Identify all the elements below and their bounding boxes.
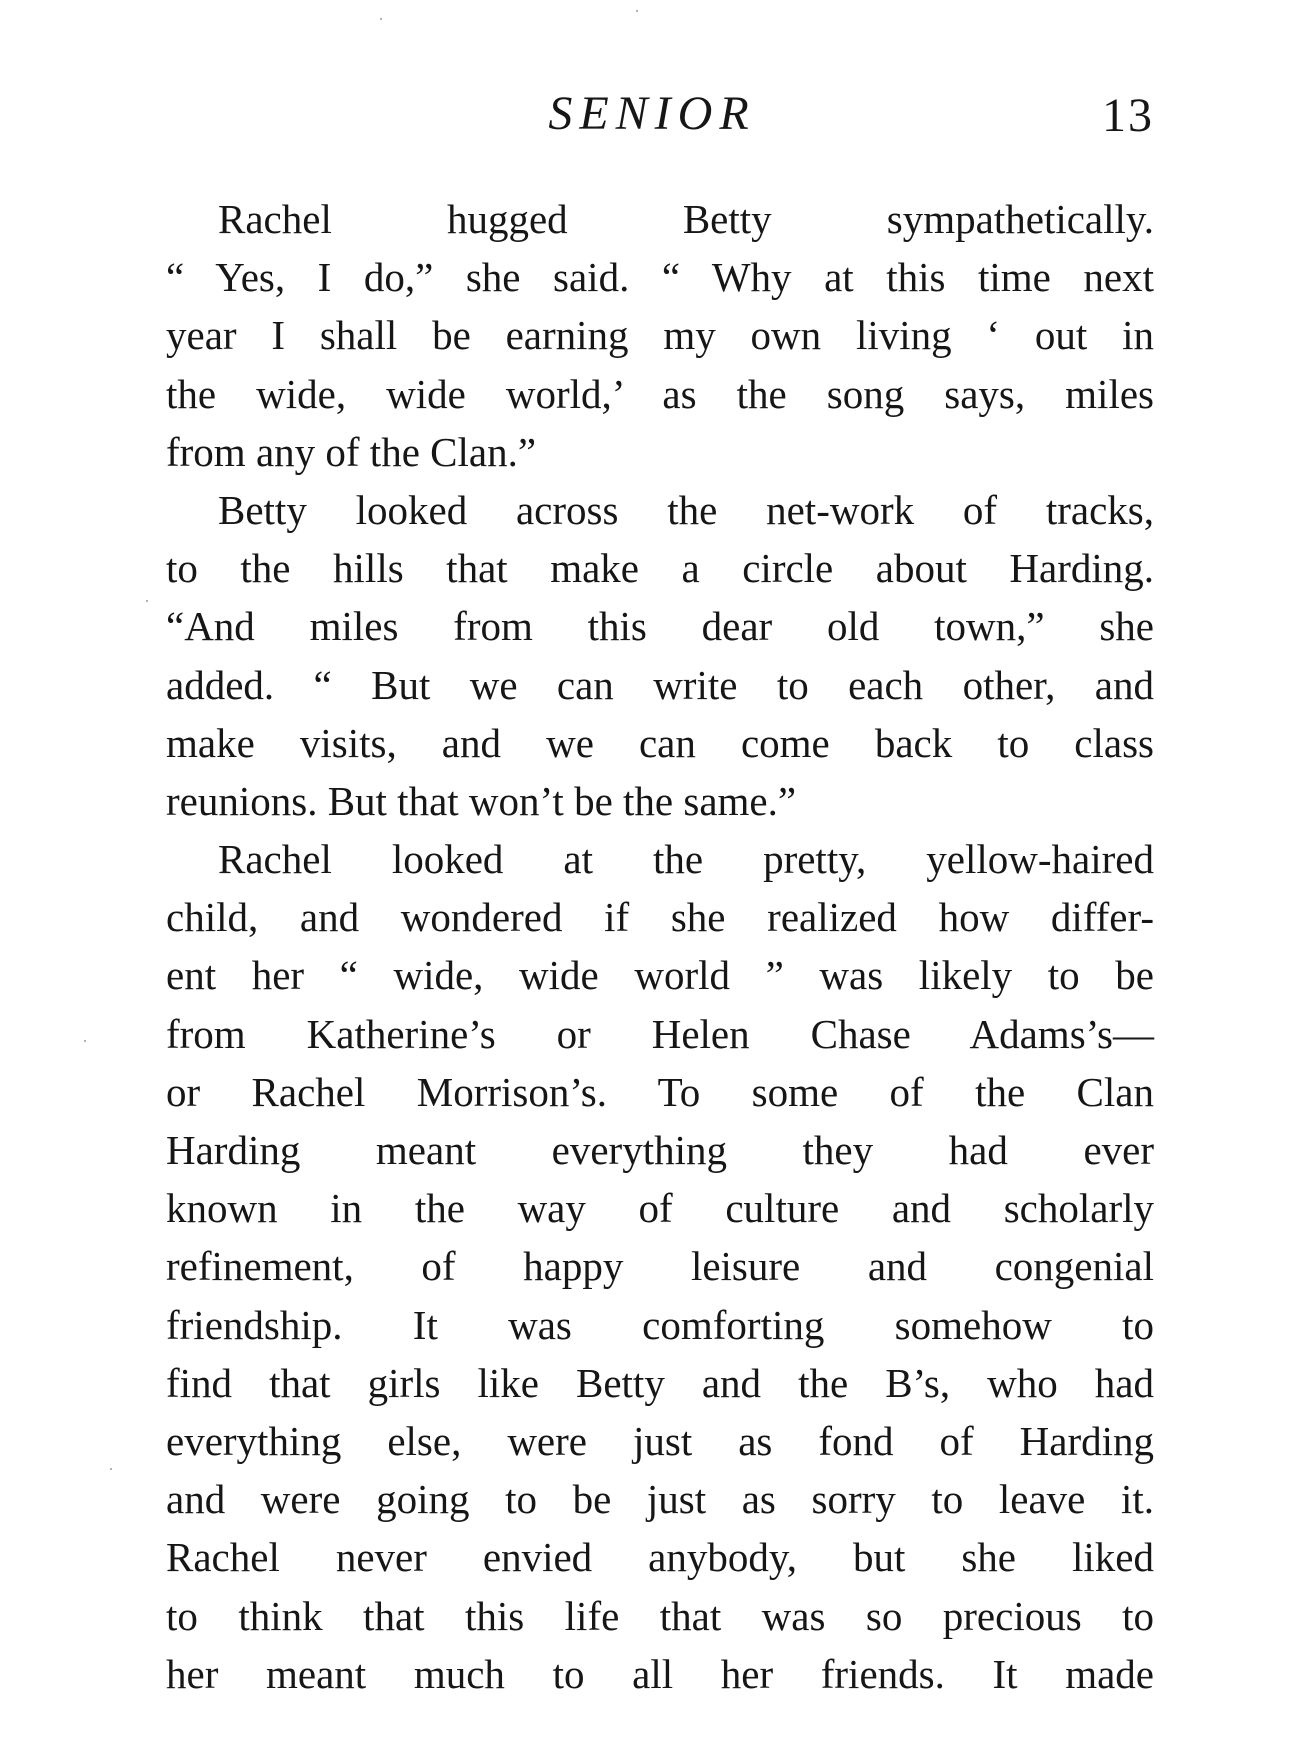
text-line: to think that this life that was so precious to (166, 1592, 1154, 1639)
paragraph-1 (166, 190, 1154, 481)
text-line: the wide, wide world,’ as the song says, miles (166, 370, 1154, 417)
text-line: from Katherine’s or Helen Chase Adams’s— (166, 1010, 1154, 1057)
text-line: Betty looked across the net-work of tracks, (218, 486, 1154, 533)
text-line: Rachel hugged Betty sympathetically. (218, 196, 1154, 242)
paragraph-3 (166, 830, 1154, 1703)
text-line: Rachel never envied anybody, but she liked (166, 1534, 1154, 1581)
text-line: added. “ But we can write to each other, and (166, 661, 1154, 708)
text-line: Rachel looked at the pretty, yellow-haired (218, 836, 1154, 883)
text-line: her meant much to all her friends. It made (166, 1650, 1154, 1697)
scan-speck (380, 18, 382, 20)
text-line: and were going to be just as sorry to leave it. (166, 1476, 1154, 1523)
page-number: 13 (1102, 89, 1154, 142)
text-line: friendship. It was comforting somehow to (166, 1301, 1154, 1348)
text-line: everything else, were just as fond of Harding (166, 1417, 1154, 1464)
text-line: Harding meant everything they had ever (166, 1127, 1154, 1173)
scan-speck (110, 1468, 112, 1470)
scan-speck (636, 10, 638, 12)
text-line: known in the way of culture and scholarly (166, 1185, 1154, 1232)
running-title: SENIOR (548, 87, 756, 140)
text-line: from any of the Clan.” (166, 428, 537, 475)
text-line: child, and wondered if she realized how differ- (166, 894, 1154, 941)
text-line: make visits, and we can come back to class (166, 719, 1154, 766)
text-line: or Rachel Morrison’s. To some of the Clan (166, 1068, 1154, 1115)
text-line: to the hills that make a circle about Harding. (166, 545, 1154, 592)
page-header (0, 84, 1304, 144)
text-line: refinement, of happy leisure and congenial (166, 1243, 1154, 1290)
text-line: “ Yes, I do,” she said. “ Why at this time next (166, 254, 1154, 301)
text-line: reunions. But that won’t be the same.” (166, 777, 797, 824)
body-text (166, 190, 1154, 1703)
text-line: find that girls like Betty and the B’s, who had (166, 1359, 1154, 1406)
paragraph-2 (166, 481, 1154, 830)
text-line: “And miles from this dear old town,” she (166, 603, 1154, 650)
scan-speck (84, 1040, 86, 1042)
scan-speck (146, 600, 148, 602)
text-line: year I shall be earning my own living ‘ out in (166, 312, 1154, 359)
text-line: ent her “ wide, wide world ” was likely to be (166, 952, 1154, 999)
